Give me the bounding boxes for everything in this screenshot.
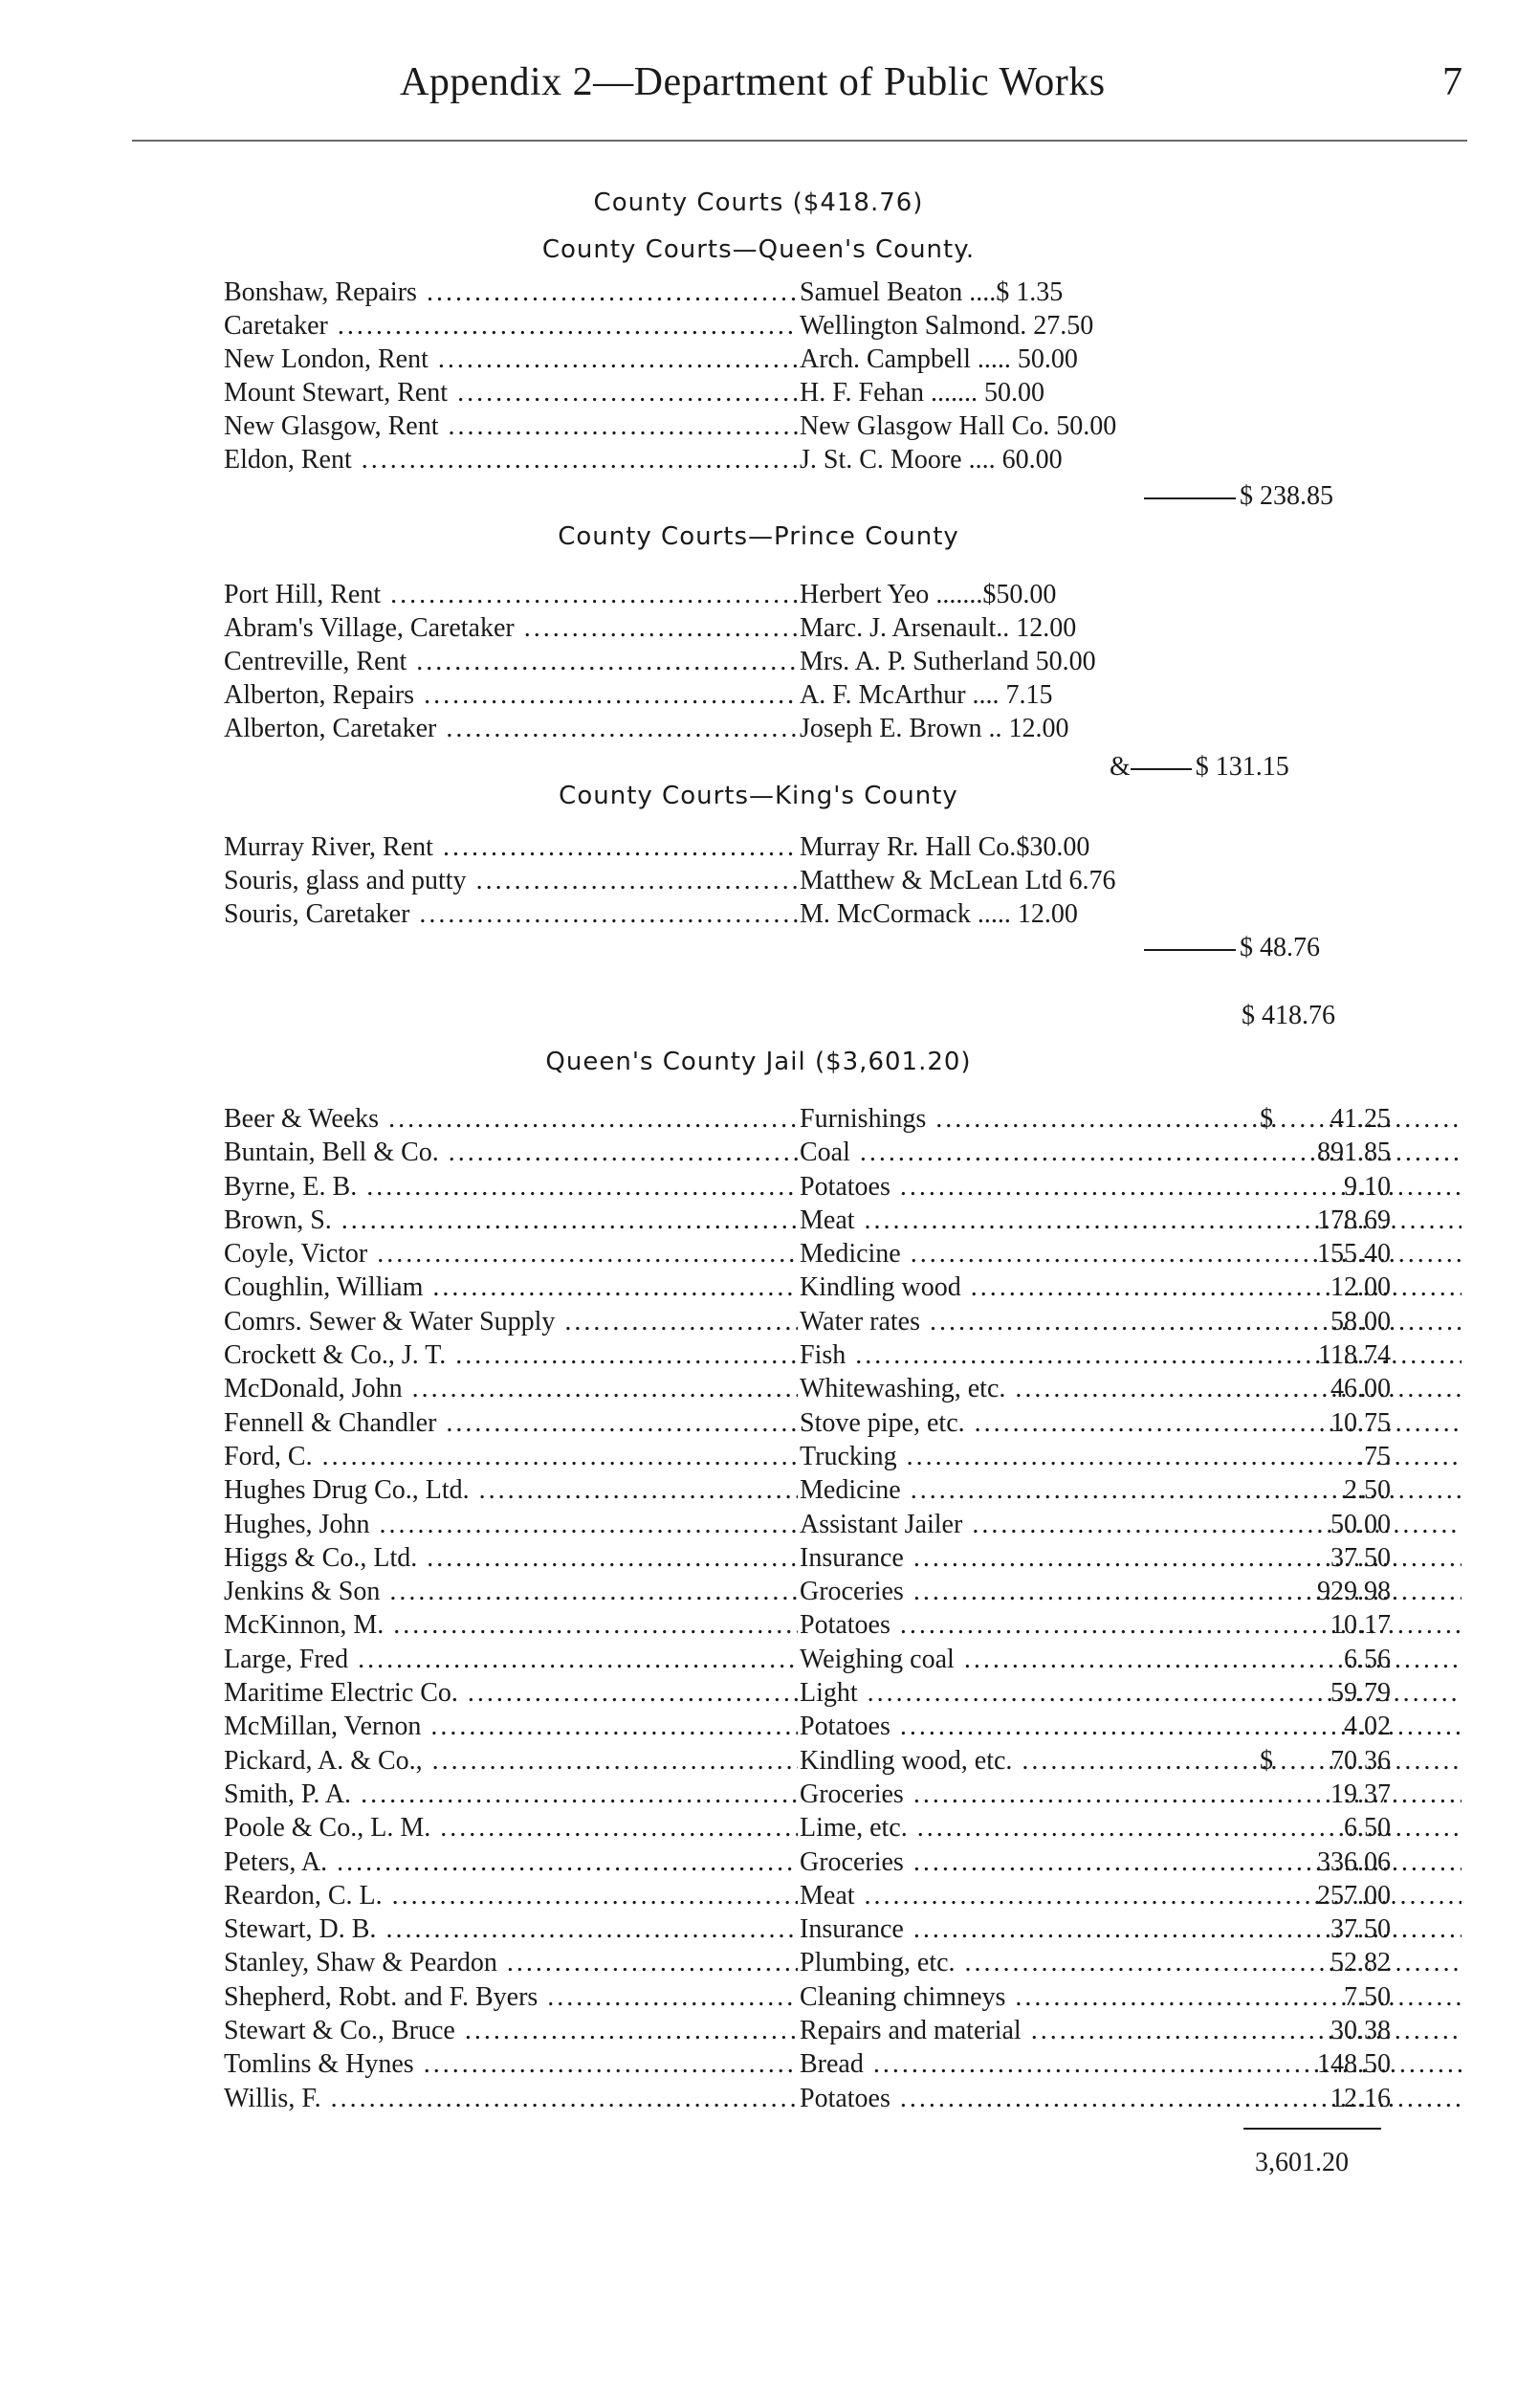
table-row [224,1744,1391,1778]
row-vendor: Beer & Weeks ..... [224,1102,798,1136]
row-amount: 336.06 [1317,1846,1391,1877]
row-amount: 10.17 [1330,1610,1391,1641]
queens-county-heading: County Courts—Queen's County. [541,235,976,264]
table-row [224,443,1372,476]
row-payee: Wellington Salmond. 27.50 [800,311,1094,341]
row-item: Bread ..... [800,2047,1462,2081]
row-payee: Arch. Campbell ..... 50.00 [800,344,1078,374]
row-item: Souris, Caretaker ..... [224,897,798,931]
row-item: Centreville, Rent ..... [224,645,798,678]
page-number: 7 [1442,60,1462,104]
table-row [224,1136,1391,1169]
row-item: Groceries ..... [800,1845,1462,1879]
row-dollar: $ [1260,1745,1273,1776]
table-row [224,1372,1391,1405]
row-amount: 19.37 [1330,1778,1391,1809]
row-amount: 2.50 [1344,1475,1391,1506]
row-amount: 6.50 [1344,1813,1391,1844]
prince-subtotal: & $ 131.15 [1110,752,1289,782]
row-vendor: Comrs. Sewer & Water Supply ..... [224,1305,798,1338]
row-amount: 178.69 [1317,1204,1391,1235]
row-amount: 148.50 [1317,2049,1391,2080]
table-row [224,1473,1391,1507]
table-row [224,376,1372,409]
row-vendor: Jenkins & Son ..... [224,1575,798,1608]
row-vendor: Coyle, Victor ..... [224,1237,798,1270]
row-amount: 4.02 [1344,1712,1391,1742]
queens-subtotal: $ 238.85 [1144,481,1333,512]
row-item: Potatoes ..... [800,1170,1462,1204]
row-vendor: McMillan, Vernon ..... [224,1710,798,1743]
county-courts-total: $ 418.76 [1242,1001,1335,1030]
row-payee: M. McCormack ..... 12.00 [800,899,1078,929]
row-amount: 257.00 [1317,1880,1391,1911]
row-item: Assistant Jailer ..... [800,1508,1462,1541]
row-item: Port Hill, Rent ..... [224,578,798,611]
total-rule [1243,2128,1381,2130]
row-amount: 12.16 [1330,2083,1391,2113]
prince-county-table [224,578,1372,745]
row-item: Meat ..... [800,1879,1462,1912]
table-row [224,1608,1391,1642]
row-amount: 59.79 [1330,1678,1391,1709]
row-payee: A. F. McArthur .... 7.15 [800,680,1053,710]
table-row [224,611,1372,645]
row-payee: Joseph E. Brown .. 12.00 [800,714,1069,743]
row-item: Murray River, Rent ..... [224,830,798,864]
row-vendor: Shepherd, Robt. and F. Byers ..... [224,1980,798,2014]
row-item: Groceries ..... [800,1778,1462,1811]
row-item: Caretaker ..... [224,309,798,342]
row-vendor: Hughes, John ..... [224,1508,798,1541]
table-row [224,1643,1391,1676]
row-vendor: Maritime Electric Co. ..... [224,1676,798,1710]
row-payee: Matthew & McLean Ltd 6.76 [800,866,1116,895]
kings-county-table [224,830,1372,931]
row-payee: H. F. Fehan ....... 50.00 [800,378,1044,408]
table-row [224,2082,1391,2115]
row-item: Abram's Village, Caretaker ..... [224,611,798,645]
row-payee: Murray Rr. Hall Co.$30.00 [800,832,1090,862]
row-item: New London, Rent ..... [224,342,798,376]
row-amount: 118.74 [1318,1340,1391,1371]
row-item: Alberton, Repairs ..... [224,678,798,712]
row-amount: 155.40 [1317,1239,1391,1270]
row-amount: 10.75 [1330,1407,1391,1438]
row-item: Whitewashing, etc. ..... [800,1372,1462,1405]
table-row [224,1676,1391,1710]
table-row [224,1406,1391,1440]
row-item: Weighing coal ..... [800,1643,1462,1676]
row-item: Repairs and material ..... [800,2014,1462,2047]
row-vendor: McDonald, John ..... [224,1372,798,1405]
table-row [224,645,1372,678]
row-amount: 58.00 [1330,1306,1391,1337]
row-vendor: Byrne, E. B. ..... [224,1170,798,1204]
queens-county-table [224,276,1372,476]
row-amount: 7.50 [1344,1981,1391,2012]
table-row [224,1440,1391,1473]
table-row [224,1305,1391,1338]
row-item: Furnishings ..... [800,1102,1462,1136]
row-amount: 37.50 [1330,1542,1391,1573]
table-row [224,712,1372,745]
row-payee: New Glasgow Hall Co. 50.00 [800,411,1117,441]
row-vendor: Smith, P. A. ..... [224,1778,798,1811]
row-vendor: Coughlin, William ..... [224,1270,798,1304]
row-vendor: Stewart & Co., Bruce ..... [224,2014,798,2047]
prince-county-heading: County Courts—Prince County [558,522,959,551]
table-row [224,830,1372,864]
row-amount: 6.56 [1344,1644,1391,1674]
row-vendor: Stanley, Shaw & Peardon ..... [224,1946,798,1979]
jail-total: 3,601.20 [1255,2148,1349,2177]
row-vendor: Brown, S. ..... [224,1204,798,1237]
table-row [224,1946,1391,1979]
table-row [224,1845,1391,1879]
row-vendor: Peters, A. ..... [224,1845,798,1879]
row-item: Trucking ..... [800,1440,1462,1473]
row-amount: 46.00 [1330,1374,1391,1404]
row-payee: Marc. J. Arsenault.. 12.00 [800,613,1077,643]
table-row [224,864,1372,897]
row-amount: 41.25 [1330,1104,1391,1134]
row-item: Lime, etc. ..... [800,1811,1462,1845]
table-row [224,1811,1391,1845]
row-amount: 891.85 [1317,1138,1391,1168]
row-payee: Herbert Yeo .......$50.00 [800,580,1057,609]
row-item: Kindling wood ..... [800,1270,1462,1304]
row-vendor: Pickard, A. & Co., ..... [224,1744,798,1778]
table-row [224,1508,1391,1541]
row-item: Mount Stewart, Rent ..... [224,376,798,409]
table-row [224,1879,1391,1912]
row-item: Alberton, Caretaker ..... [224,712,798,745]
row-item: Groceries ..... [800,1575,1462,1608]
county-courts-heading: County Courts ($418.76) [593,188,924,217]
table-row [224,276,1372,309]
row-item: Kindling wood, etc. ..... [800,1744,1462,1778]
row-amount: 9.10 [1344,1171,1391,1202]
table-row [224,1270,1391,1304]
row-vendor: Hughes Drug Co., Ltd. ..... [224,1473,798,1507]
table-row [224,1575,1391,1608]
row-amount: .75 [1357,1441,1391,1471]
row-item: Potatoes ..... [800,2082,1462,2115]
table-row [224,1710,1391,1743]
row-payee: J. St. C. Moore .... 60.00 [800,445,1063,475]
row-vendor: Poole & Co., L. M. ..... [224,1811,798,1845]
row-vendor: Buntain, Bell & Co. ..... [224,1136,798,1169]
table-row [224,2047,1391,2081]
table-row [224,1778,1391,1811]
row-item: Light ..... [800,1676,1462,1710]
row-vendor: Higgs & Co., Ltd. ..... [224,1541,798,1575]
kings-subtotal: $ 48.76 [1144,933,1320,963]
row-amount: 30.38 [1330,2016,1391,2046]
table-row [224,1980,1391,2014]
row-item: Coal ..... [800,1136,1462,1169]
row-amount: 52.82 [1330,1948,1391,1978]
row-payee: Samuel Beaton ....$ 1.35 [800,277,1064,307]
row-vendor: Tomlins & Hynes ..... [224,2047,798,2081]
row-vendor: Stewart, D. B. ..... [224,1912,798,1946]
row-item: Medicine ..... [800,1237,1462,1270]
page-header [0,59,1517,117]
row-item: Souris, glass and putty ..... [224,864,798,897]
row-amount: 70.36 [1330,1745,1391,1776]
row-vendor: McKinnon, M. ..... [224,1608,798,1642]
table-row [224,1237,1391,1270]
table-row [224,1912,1391,1946]
row-item: Stove pipe, etc. ..... [800,1406,1462,1440]
table-row [224,1338,1391,1372]
row-payee: Mrs. A. P. Sutherland 50.00 [800,647,1096,676]
row-item: Bonshaw, Repairs ..... [224,276,798,309]
row-item: Potatoes ..... [800,1710,1462,1743]
kings-county-heading: County Courts—King's County [559,782,958,810]
table-row [224,409,1372,443]
table-row [224,578,1372,611]
row-vendor: Fennell & Chandler ..... [224,1406,798,1440]
page-title: Appendix 2—Department of Public Works [400,60,1106,104]
row-item: Potatoes ..... [800,1608,1462,1642]
table-row [224,1102,1391,1136]
row-vendor: Crockett & Co., J. T. ..... [224,1338,798,1372]
table-row [224,1204,1391,1237]
row-item: Plumbing, etc. ..... [800,1946,1462,1979]
row-vendor: Willis, F. ..... [224,2082,798,2115]
row-item: Medicine ..... [800,1473,1462,1507]
row-item: Insurance ..... [800,1912,1462,1946]
row-vendor: Large, Fred ..... [224,1643,798,1676]
row-amount: 50.00 [1330,1509,1391,1539]
table-row [224,678,1372,712]
table-row [224,1170,1391,1204]
table-row [224,2014,1391,2047]
row-vendor: Ford, C. ..... [224,1440,798,1473]
row-item: Eldon, Rent ..... [224,443,798,476]
row-vendor: Reardon, C. L. ..... [224,1879,798,1912]
row-item: Cleaning chimneys ..... [800,1980,1462,2014]
table-row [224,897,1372,931]
row-amount: 12.00 [1330,1272,1391,1303]
header-rule [132,140,1467,142]
row-item: Insurance ..... [800,1541,1462,1575]
row-item: New Glasgow, Rent ..... [224,409,798,443]
table-row [224,309,1372,342]
row-amount: 929.98 [1317,1577,1391,1607]
table-row [224,342,1372,376]
row-item: Fish ..... [800,1338,1462,1372]
jail-heading: Queen's County Jail ($3,601.20) [545,1048,972,1076]
row-item: Water rates ..... [800,1305,1462,1338]
table-row [224,1541,1391,1575]
jail-table [224,1102,1391,2115]
row-item: Meat ..... [800,1204,1462,1237]
row-dollar: $ [1260,1104,1273,1134]
row-amount: 37.50 [1330,1914,1391,1945]
